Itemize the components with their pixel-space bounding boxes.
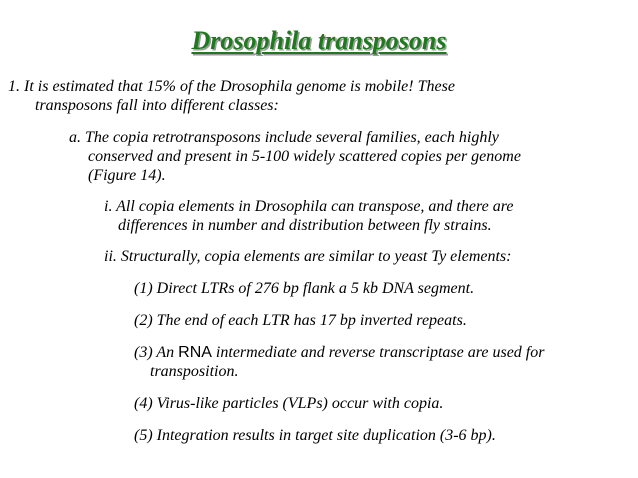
sub-item-3-prefix: (3) An [134,344,179,361]
sub-item-3-rest: intermediate and reverse transcriptase are used for [211,344,545,361]
point-ii-line-1: ii. Structurally, copia elements are similar to yeast Ty elements: [104,248,512,265]
point-a-line-3: (Figure 14). [88,167,166,184]
point-i-line-2: differences in number and distribution between fly strains. [118,217,492,234]
sub-item-5: (5) Integration results in target site duplication (3-6 bp). [134,427,496,444]
sub-item-4: (4) Virus-like particles (VLPs) occur with copia. [134,395,444,412]
sub-item-1: (1) Direct LTRs of 276 bp flank a 5 kb DNA segment. [134,280,475,297]
point-1-line-1: 1. It is estimated that 15% of the Drosophila genome is mobile! These [8,78,455,95]
sub-item-2: (2) The end of each LTR has 17 bp inverted repeats. [134,312,467,329]
point-1-line-2: transposons fall into different classes: [35,97,279,114]
point-a-line-1: a. The copia retrotransposons include several families, each highly [69,129,499,146]
point-a-line-2: conserved and present in 5-100 widely scattered copies per genome [88,148,521,165]
slide-title: Drosophila transposons [191,26,447,55]
point-i-line-1: i. All copia elements in Drosophila can transpose, and there are [104,198,514,215]
sub-item-3-line-1 [134,343,544,362]
rna-term: RNA [178,344,212,361]
sub-item-3-line-2: transposition. [150,363,239,380]
